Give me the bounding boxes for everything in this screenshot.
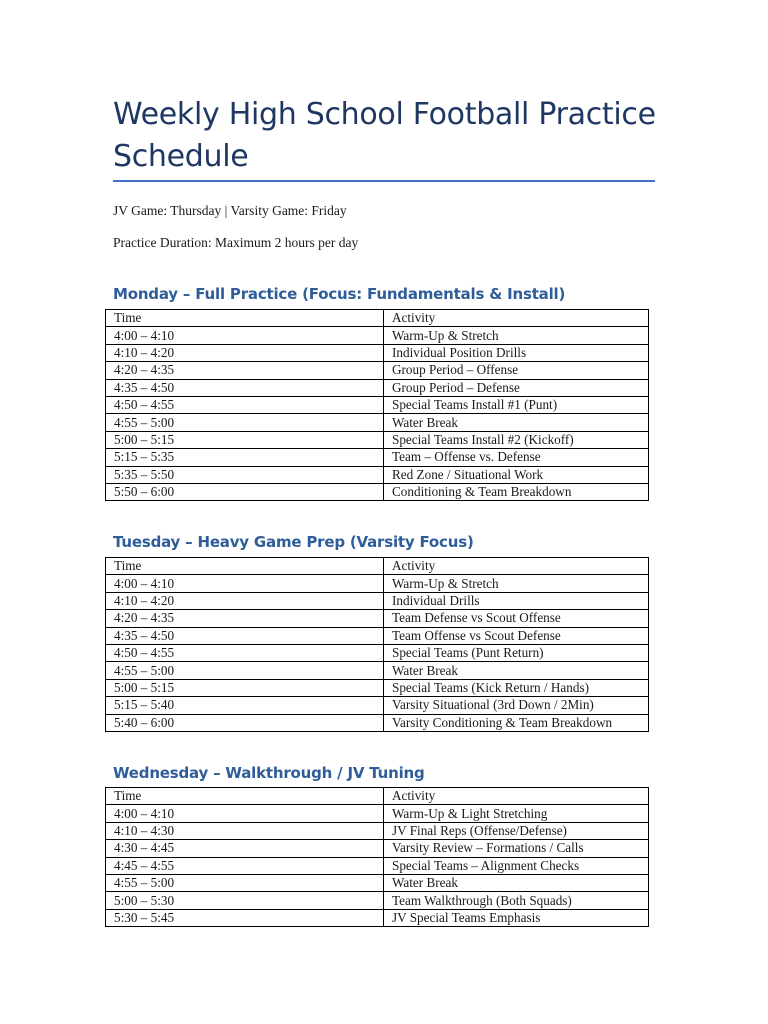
time-cell: 4:00 – 4:10 bbox=[106, 805, 384, 822]
time-cell: 5:30 – 5:45 bbox=[106, 909, 384, 926]
table-row bbox=[106, 644, 649, 661]
wednesday-heading: Wednesday – Walkthrough / JV Tuning bbox=[113, 764, 425, 782]
time-column-header: Time bbox=[106, 788, 384, 805]
activity-cell: Varsity Conditioning & Team Breakdown bbox=[384, 714, 649, 731]
activity-cell: Team Walkthrough (Both Squads) bbox=[384, 892, 649, 909]
activity-cell: Team Offense vs Scout Defense bbox=[384, 627, 649, 644]
table-row bbox=[106, 892, 649, 909]
table-row bbox=[106, 592, 649, 609]
table-row bbox=[106, 610, 649, 627]
time-column-header: Time bbox=[106, 310, 384, 327]
table-row bbox=[106, 327, 649, 344]
table-row bbox=[106, 909, 649, 926]
table-row bbox=[106, 840, 649, 857]
activity-cell: Group Period – Defense bbox=[384, 379, 649, 396]
activity-cell: Water Break bbox=[384, 874, 649, 891]
activity-cell: Water Break bbox=[384, 662, 649, 679]
table-row bbox=[106, 466, 649, 483]
monday-heading: Monday – Full Practice (Focus: Fundamentals & Install) bbox=[113, 285, 566, 303]
time-cell: 4:55 – 5:00 bbox=[106, 662, 384, 679]
activity-cell: Individual Drills bbox=[384, 592, 649, 609]
activity-cell: Warm-Up & Stretch bbox=[384, 575, 649, 592]
time-cell: 4:45 – 4:55 bbox=[106, 857, 384, 874]
practice-duration-text: Practice Duration: Maximum 2 hours per day bbox=[113, 235, 359, 250]
time-cell: 5:35 – 5:50 bbox=[106, 466, 384, 483]
table-row bbox=[106, 379, 649, 396]
activity-cell: JV Special Teams Emphasis bbox=[384, 909, 649, 926]
activity-cell: Special Teams Install #1 (Punt) bbox=[384, 396, 649, 413]
time-cell: 5:15 – 5:35 bbox=[106, 449, 384, 466]
activity-cell: Conditioning & Team Breakdown bbox=[384, 483, 649, 500]
time-cell: 5:50 – 6:00 bbox=[106, 483, 384, 500]
activity-cell: Team – Offense vs. Defense bbox=[384, 449, 649, 466]
activity-cell: Special Teams Install #2 (Kickoff) bbox=[384, 431, 649, 448]
time-cell: 4:00 – 4:10 bbox=[106, 327, 384, 344]
table-row bbox=[106, 396, 649, 413]
table-row bbox=[106, 414, 649, 431]
time-cell: 5:40 – 6:00 bbox=[106, 714, 384, 731]
table-row bbox=[106, 627, 649, 644]
game-info-text: JV Game: Thursday | Varsity Game: Friday bbox=[113, 203, 347, 218]
tuesday-schedule-table bbox=[105, 557, 649, 732]
activity-cell: Special Teams (Punt Return) bbox=[384, 644, 649, 661]
time-cell: 4:35 – 4:50 bbox=[106, 379, 384, 396]
table-row bbox=[106, 483, 649, 500]
time-cell: 4:20 – 4:35 bbox=[106, 610, 384, 627]
activity-cell: Warm-Up & Stretch bbox=[384, 327, 649, 344]
table-row bbox=[106, 362, 649, 379]
activity-cell: Special Teams (Kick Return / Hands) bbox=[384, 679, 649, 696]
time-column-header: Time bbox=[106, 558, 384, 575]
table-header-row bbox=[106, 558, 649, 575]
activity-cell: Team Defense vs Scout Offense bbox=[384, 610, 649, 627]
time-cell: 4:55 – 5:00 bbox=[106, 874, 384, 891]
table-row bbox=[106, 805, 649, 822]
time-cell: 5:15 – 5:40 bbox=[106, 697, 384, 714]
table-row bbox=[106, 697, 649, 714]
table-row bbox=[106, 662, 649, 679]
table-row bbox=[106, 575, 649, 592]
time-cell: 4:10 – 4:20 bbox=[106, 592, 384, 609]
time-cell: 4:50 – 4:55 bbox=[106, 644, 384, 661]
tuesday-heading: Tuesday – Heavy Game Prep (Varsity Focus) bbox=[113, 533, 474, 551]
table-row bbox=[106, 822, 649, 839]
activity-column-header: Activity bbox=[384, 558, 649, 575]
wednesday-schedule-table bbox=[105, 787, 649, 927]
activity-cell: Varsity Review – Formations / Calls bbox=[384, 840, 649, 857]
activity-column-header: Activity bbox=[384, 310, 649, 327]
table-row bbox=[106, 431, 649, 448]
activity-cell: Red Zone / Situational Work bbox=[384, 466, 649, 483]
table-row bbox=[106, 679, 649, 696]
activity-column-header: Activity bbox=[384, 788, 649, 805]
activity-cell: Special Teams – Alignment Checks bbox=[384, 857, 649, 874]
time-cell: 4:10 – 4:20 bbox=[106, 344, 384, 361]
time-cell: 5:00 – 5:15 bbox=[106, 679, 384, 696]
activity-cell: Individual Position Drills bbox=[384, 344, 649, 361]
table-row bbox=[106, 714, 649, 731]
activity-cell: Water Break bbox=[384, 414, 649, 431]
time-cell: 4:00 – 4:10 bbox=[106, 575, 384, 592]
monday-schedule-table bbox=[105, 309, 649, 501]
time-cell: 4:55 – 5:00 bbox=[106, 414, 384, 431]
time-cell: 4:35 – 4:50 bbox=[106, 627, 384, 644]
time-cell: 4:10 – 4:30 bbox=[106, 822, 384, 839]
document-title: Weekly High School Football Practice Schedule bbox=[113, 97, 656, 174]
title-divider bbox=[113, 180, 655, 182]
time-cell: 4:20 – 4:35 bbox=[106, 362, 384, 379]
table-row bbox=[106, 449, 649, 466]
time-cell: 4:50 – 4:55 bbox=[106, 396, 384, 413]
table-header-row bbox=[106, 788, 649, 805]
activity-cell: JV Final Reps (Offense/Defense) bbox=[384, 822, 649, 839]
time-cell: 4:30 – 4:45 bbox=[106, 840, 384, 857]
table-row bbox=[106, 344, 649, 361]
activity-cell: Varsity Situational (3rd Down / 2Min) bbox=[384, 697, 649, 714]
activity-cell: Group Period – Offense bbox=[384, 362, 649, 379]
time-cell: 5:00 – 5:30 bbox=[106, 892, 384, 909]
table-header-row bbox=[106, 310, 649, 327]
table-row bbox=[106, 857, 649, 874]
time-cell: 5:00 – 5:15 bbox=[106, 431, 384, 448]
activity-cell: Warm-Up & Light Stretching bbox=[384, 805, 649, 822]
table-row bbox=[106, 874, 649, 891]
